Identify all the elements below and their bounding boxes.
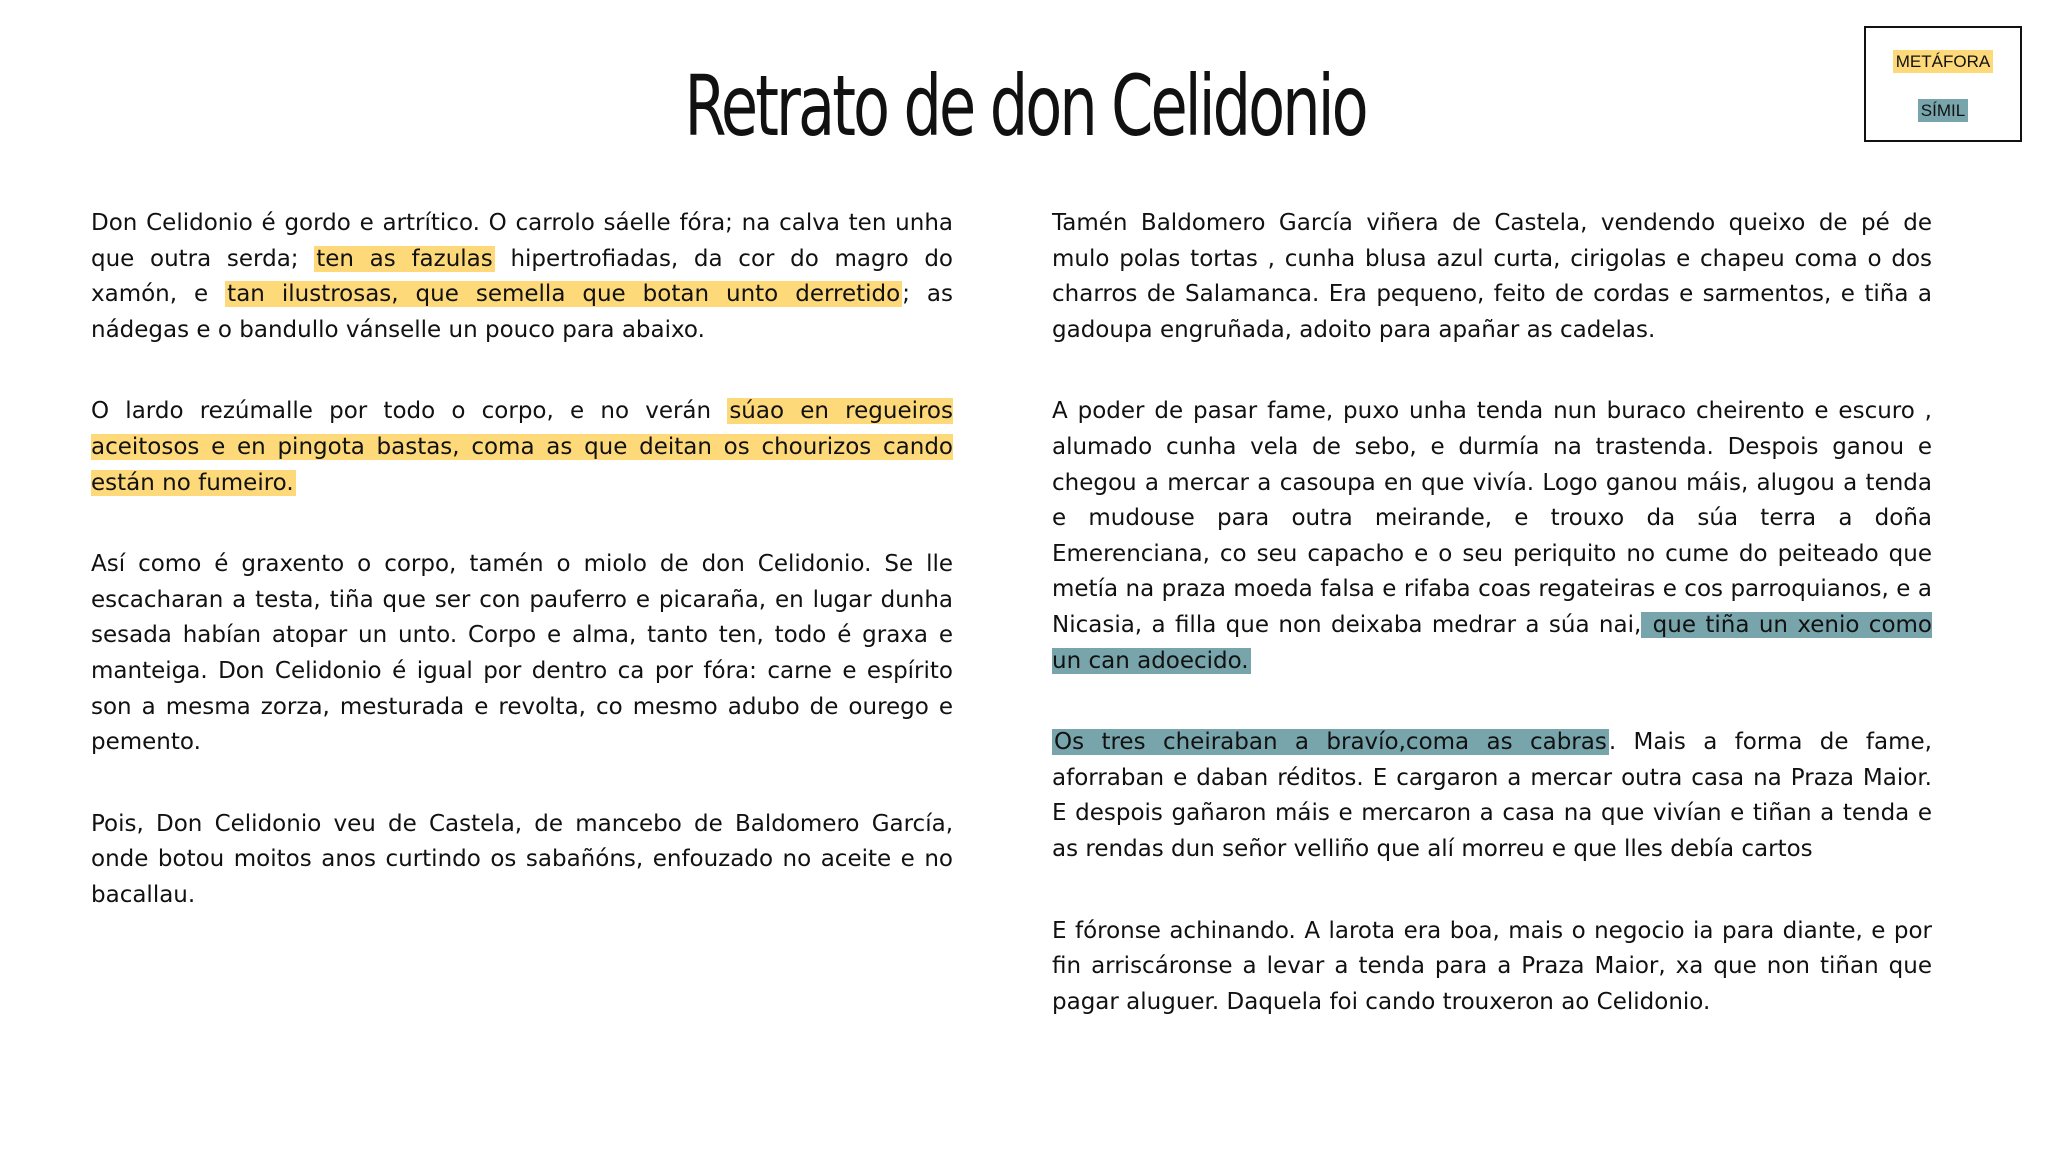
left-column [91,206,953,960]
paragraph-2 [91,394,953,501]
page-title: Retrato de don Celidonio [684,57,1366,155]
text-run: O lardo rezúmalle por todo o corpo, e no verán [91,398,728,425]
legend-box [1864,26,2022,142]
metaphor-highlight: súao en regueiros aceitosos e en pingota bastas, coma as que deitan os chourizos cando están no fumeiro. [91,398,953,496]
paragraph-7 [1052,725,1932,867]
text-run: hipertrofiadas, da cor do magro do xamón, e [91,245,954,308]
metaphor-highlight: tan ilustrosas, que semella que botan unto derretido [227,281,901,308]
legend-label-simil: SÍMIL [1918,99,1968,122]
legend-item-metafora [1866,52,2020,72]
right-column [1052,206,1932,1066]
paragraph-6 [1052,394,1932,679]
text-run: A poder de pasar fame, puxo unha tenda nun buraco cheirento e escuro , alumado cunha vela de sebo, e durmía na trastenda. Despois ganou e chegou a mercar a casoupa en que vivía. Logo ganou máis, alugou a tenda e mudouse para outra meirande, e trouxo da súa terra a doña Emerenciana, co seu capacho e o seu periquito no cume do peiteado que metía na praza moeda falsa e rifaba coas regateiras e cos parroquianos, e a Nicasia, a filla que non deixaba medrar a súa nai, [1052,398,1932,638]
simile-highlight: que tiña un xenio como un can adoecido. [1052,611,1933,674]
legend-label-metafora: METÁFORA [1893,50,1993,73]
text-run: Don Celidonio é gordo e artrítico. O carrolo sáelle fóra; na calva ten unha que outra serda; [91,210,953,272]
paragraph-8: E fóronse achinando. A larota era boa, mais o negocio ia para diante, e por fin arriscáronse a levar a tenda para a Praza Maior, xa que non tiñan que pagar aluguer. Daquela foi cando trouxeron ao Celidonio. [1052,917,1932,1015]
simile-highlight: Os tres cheiraban a bravío,coma as cabras [1054,729,1607,756]
paragraph-3: Así como é graxento o corpo, tamén o miolo de don Celidonio. Se lle escacharan a testa, tiña que ser con pauferro e picaraña, en lugar dunha sesada habían atopar un unto. Corpo e alma, tanto ten, todo é graxa e manteiga. Don Celidonio é igual por dentro ca por fóra: carne e espírito son a mesma zorza, mesturada e revolta, co mesmo adubo de ourego e pemento. [91,551,953,756]
paragraph-5: Tamén Baldomero García viñera de Castela, vendendo queixo de pé de mulo polas tortas , cunha blusa azul curta, cirigolas e chapeu coma o dos charros de Salamanca. Era pequeno, feito de cordas e sarmentos, e tiña a gadoupa engruñada, adoito para apañar as cadelas. [1052,210,1932,343]
metaphor-highlight: ten as fazulas [316,245,493,272]
paragraph-4: Pois, Don Celidonio veu de Castela, de mancebo de Baldomero García, onde botou moitos anos curtindo os sabañóns, enfouzado no aceite e no bacallau. [91,810,953,908]
legend-item-simil [1866,101,2020,121]
text-run: ; as nádegas e o bandullo vánselle un pouco para abaixo. [91,281,953,343]
text-run: . Mais a forma de fame, aforraban e daban réditos. E cargaron a mercar outra casa na Praza Maior. E despois gañaron máis e mercaron a casa na que vivían e tiñan a tenda e as rendas dun señor velliño que alí morreu e que lles debía cartos [1052,729,1932,862]
paragraph-1 [91,206,953,348]
